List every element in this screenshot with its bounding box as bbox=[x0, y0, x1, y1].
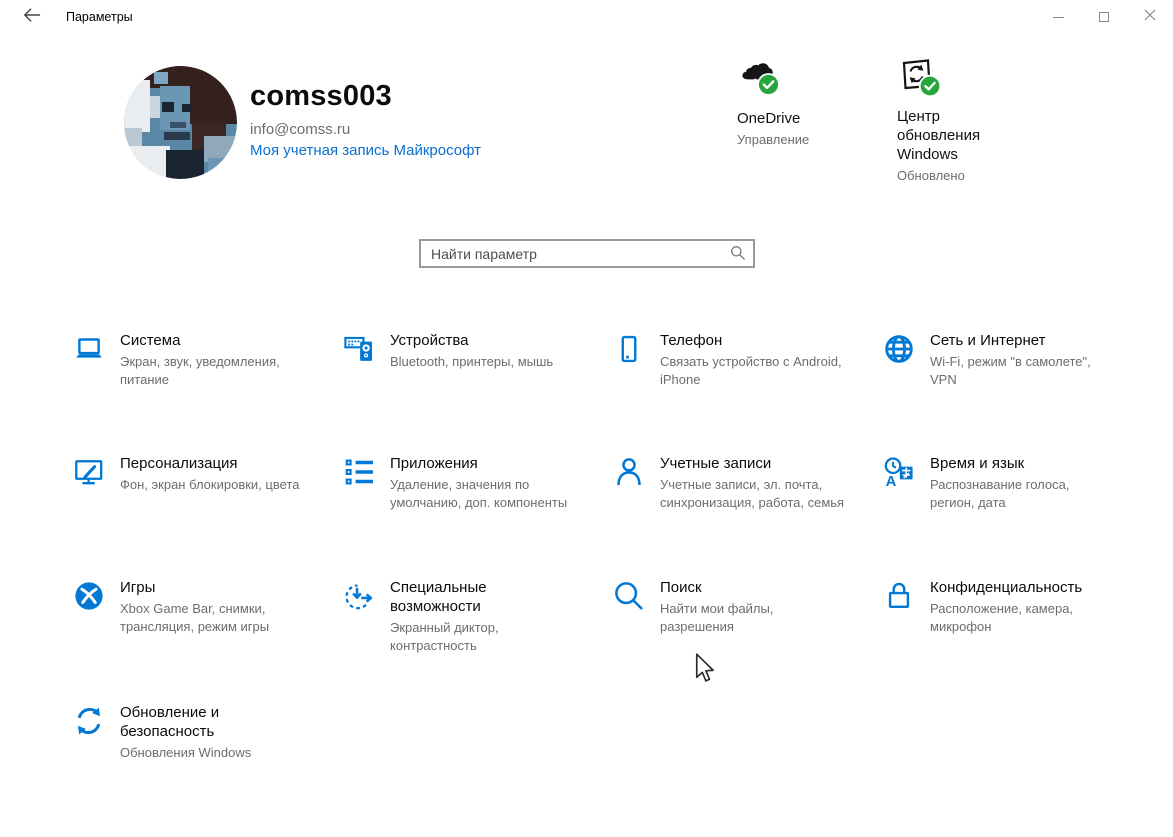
category-tile-apps[interactable] bbox=[342, 454, 604, 512]
profile-username: comss003 bbox=[250, 80, 392, 112]
onedrive-status-tile[interactable] bbox=[737, 58, 857, 147]
onedrive-cloud-icon bbox=[737, 58, 781, 102]
category-tile-time-language[interactable] bbox=[882, 454, 1144, 512]
status-tile-subtitle: Управление bbox=[737, 132, 810, 147]
category-tile-search[interactable] bbox=[612, 578, 874, 636]
category-subtitle: Wi-Fi, режим "в самолете", VPN bbox=[930, 354, 1091, 387]
profile-email: info@comss.ru bbox=[250, 121, 351, 138]
globe-icon bbox=[882, 331, 930, 389]
devices-icon bbox=[342, 331, 390, 371]
category-tile-devices[interactable] bbox=[342, 331, 604, 371]
close-button[interactable] bbox=[1127, 0, 1173, 34]
category-title: Время и язык bbox=[930, 455, 1025, 472]
svg-text:A: A bbox=[885, 474, 897, 489]
category-subtitle: Экран, звук, уведомления, питание bbox=[120, 354, 280, 387]
minimize-button[interactable] bbox=[1035, 0, 1081, 34]
category-tile-personalization[interactable] bbox=[72, 454, 334, 494]
category-subtitle: Xbox Game Bar, снимки, трансляция, режим игры bbox=[120, 601, 270, 634]
mouse-cursor bbox=[694, 653, 716, 688]
category-title: Персонализация bbox=[120, 455, 238, 472]
category-title: Система bbox=[120, 332, 181, 349]
status-tile-subtitle: Обновлено bbox=[897, 168, 965, 183]
category-tile-phone[interactable] bbox=[612, 331, 874, 389]
category-title: Игры bbox=[120, 579, 156, 596]
maximize-button[interactable] bbox=[1081, 0, 1127, 34]
category-title: Устройства bbox=[390, 332, 469, 349]
category-subtitle: Расположение, камера, микрофон bbox=[930, 601, 1074, 634]
category-tile-ease-of-access[interactable] bbox=[342, 578, 604, 655]
titlebar bbox=[0, 0, 1173, 34]
category-subtitle: Распознавание голоса, регион, дата bbox=[930, 477, 1070, 510]
status-tile-title: OneDrive bbox=[737, 110, 801, 127]
category-subtitle: Связать устройство с Android, iPhone bbox=[660, 354, 842, 387]
search-icon bbox=[730, 245, 746, 266]
category-tile-gaming[interactable] bbox=[72, 578, 334, 636]
category-title: Сеть и Интернет bbox=[930, 332, 1046, 349]
back-button[interactable] bbox=[12, 4, 52, 30]
lock-icon bbox=[882, 578, 930, 636]
time-language-icon bbox=[882, 454, 930, 512]
category-title: Поиск bbox=[660, 579, 702, 596]
sync-arrows-icon bbox=[72, 703, 120, 762]
category-tile-privacy[interactable] bbox=[882, 578, 1144, 636]
windows-update-status-tile[interactable] bbox=[897, 56, 997, 183]
laptop-icon bbox=[72, 331, 120, 389]
category-title: Конфиденциальность bbox=[930, 579, 1083, 596]
category-subtitle: Найти мои файлы, разрешения bbox=[660, 601, 774, 634]
category-title: Учетные записи bbox=[660, 455, 772, 472]
category-subtitle: Учетные записи, эл. почта, синхронизация, работа, семья bbox=[660, 477, 845, 510]
category-subtitle: Обновления Windows bbox=[120, 745, 252, 760]
window-title: Параметры bbox=[66, 10, 133, 24]
category-subtitle: Экранный диктор, контрастность bbox=[390, 620, 499, 653]
search-icon bbox=[612, 578, 660, 636]
status-tile-title: Центр обновления Windows bbox=[897, 108, 981, 163]
caption-buttons bbox=[1035, 0, 1173, 34]
xbox-icon bbox=[72, 578, 120, 636]
search-input[interactable] bbox=[419, 239, 755, 268]
minimize-icon bbox=[1053, 17, 1064, 18]
phone-icon bbox=[612, 331, 660, 389]
category-subtitle: Bluetooth, принтеры, мышь bbox=[390, 354, 554, 369]
close-icon bbox=[1144, 8, 1156, 26]
category-title: Телефон bbox=[660, 332, 723, 349]
settings-search bbox=[419, 239, 755, 268]
person-icon bbox=[612, 454, 660, 512]
ease-of-access-icon bbox=[342, 578, 390, 655]
microsoft-account-link[interactable]: Моя учетная запись Майкрософт bbox=[250, 142, 481, 159]
windows-update-icon bbox=[897, 56, 941, 100]
apps-list-icon bbox=[342, 454, 390, 512]
category-title: Обновление и безопасность bbox=[120, 704, 220, 740]
category-tile-update-security[interactable] bbox=[72, 703, 334, 762]
category-subtitle: Фон, экран блокировки, цвета bbox=[120, 477, 300, 492]
avatar bbox=[124, 66, 237, 179]
category-tile-accounts[interactable] bbox=[612, 454, 874, 512]
category-tile-network[interactable] bbox=[882, 331, 1144, 389]
category-subtitle: Удаление, значения по умолчанию, доп. компоненты bbox=[390, 477, 568, 510]
category-title: Специальные возможности bbox=[390, 579, 487, 615]
personalization-icon bbox=[72, 454, 120, 494]
category-title: Приложения bbox=[390, 455, 478, 472]
back-arrow-icon bbox=[21, 6, 43, 29]
maximize-icon bbox=[1099, 12, 1109, 22]
category-tile-system[interactable] bbox=[72, 331, 334, 389]
